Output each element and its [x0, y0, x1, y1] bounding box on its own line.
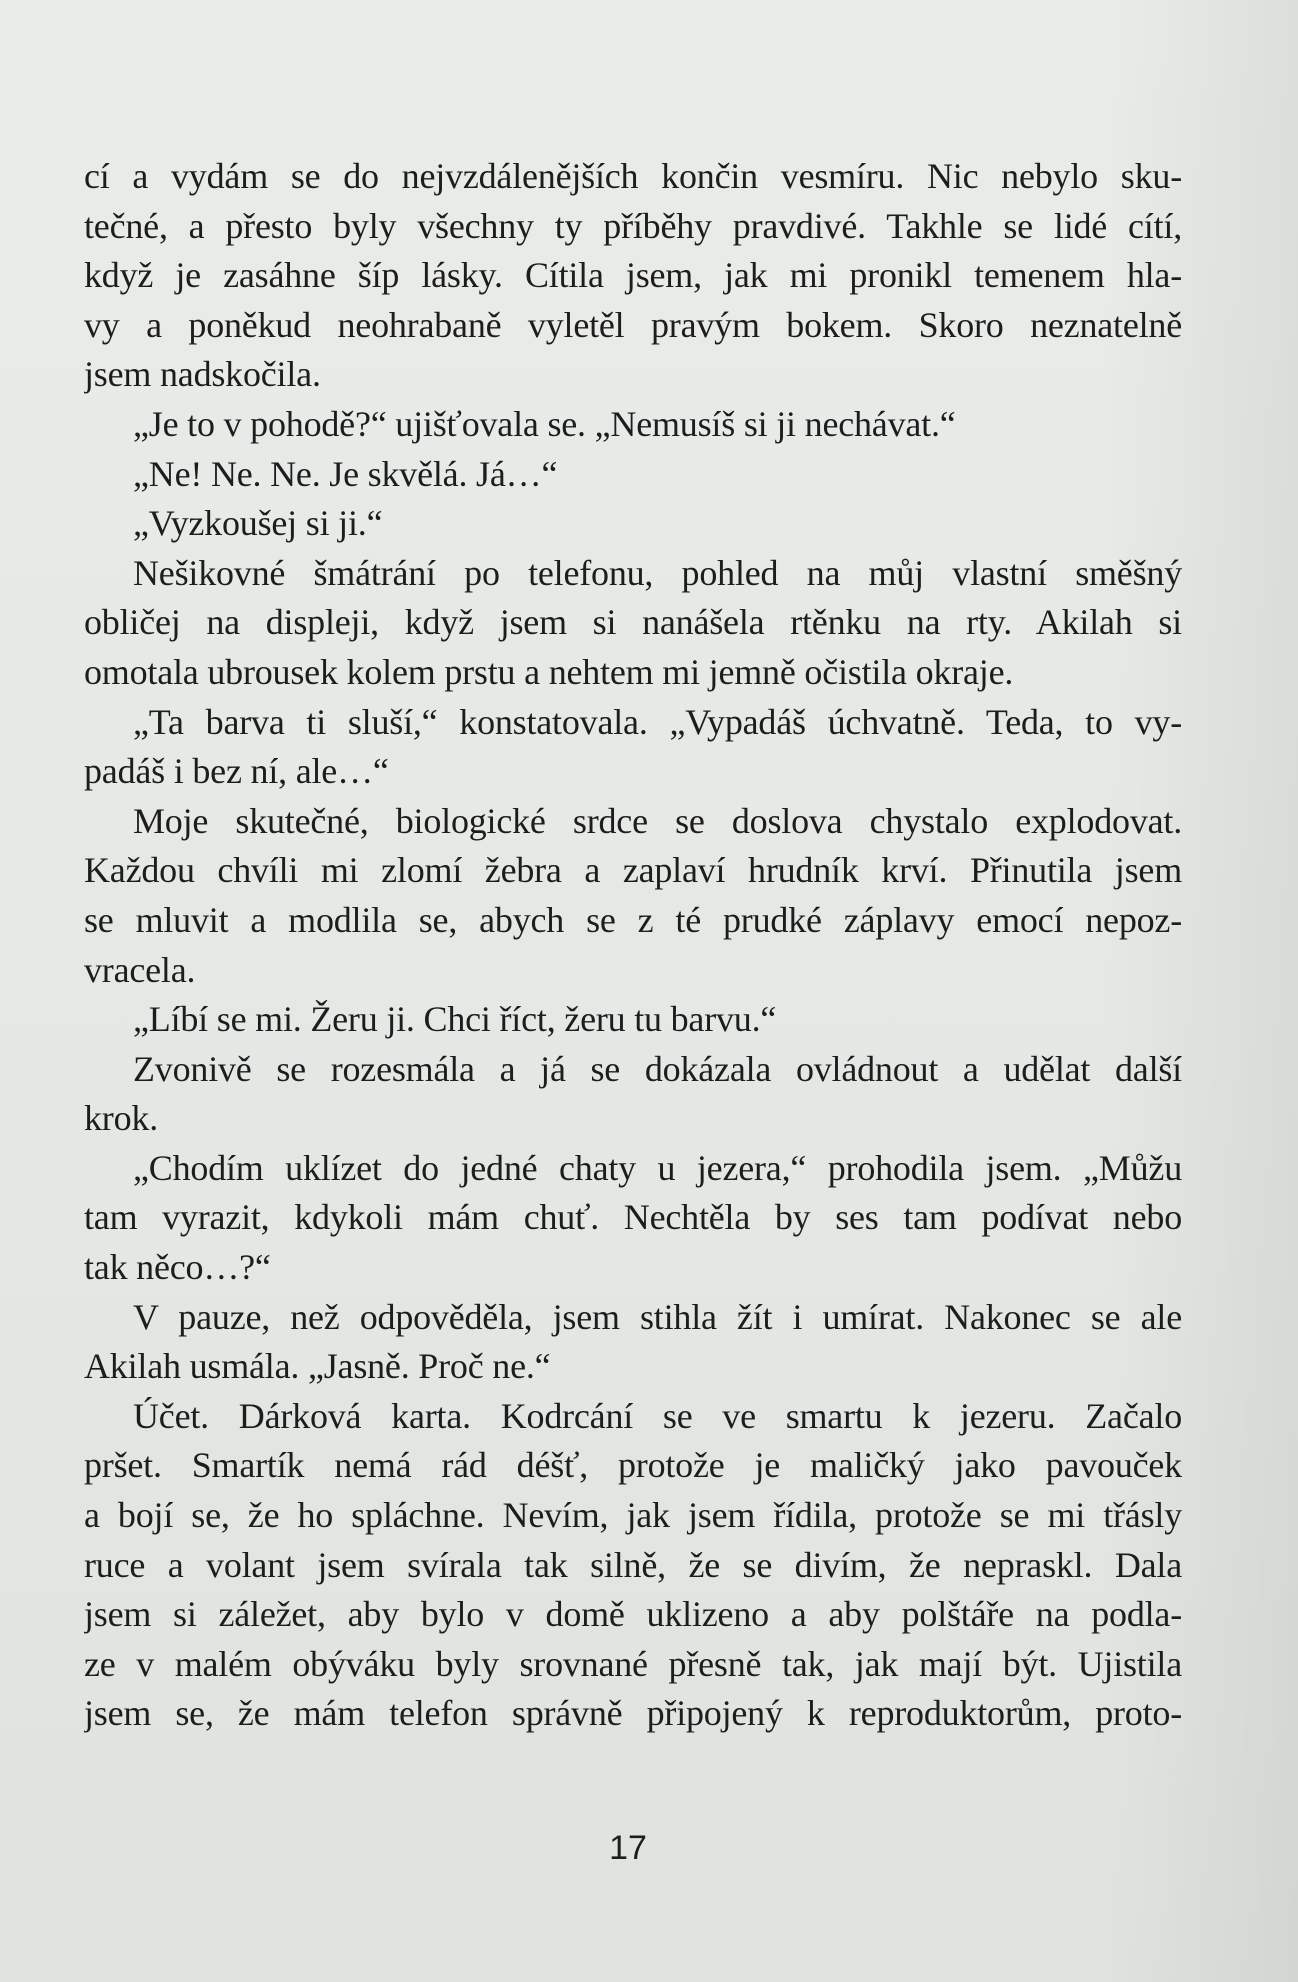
- body-text: [84, 152, 1182, 1739]
- text-line: cí a vydám se do nejvzdálenějších končin vesmíru. Nic nebylo sku-: [84, 156, 1182, 196]
- page-number: 17: [609, 1829, 647, 1867]
- text-line: ze v malém obýváku byly srovnané přesně tak, jak mají být. Ujistila: [84, 1643, 1182, 1684]
- text-line: Moje skutečné, biologické srdce se doslova chystalo explodovat.: [133, 800, 1182, 841]
- text-line: jsem nadskočila.: [84, 354, 321, 395]
- text-line: krok.: [84, 1098, 158, 1139]
- text-line: padáš i bez ní, ale…“: [84, 751, 389, 792]
- text-line: Nešikovné šmátrání po telefonu, pohled na můj vlastní směšný: [133, 552, 1182, 593]
- text-line: „Ta barva ti sluší,“ konstatovala. „Vypadáš úchvatně. Teda, to vy-: [133, 701, 1182, 742]
- text-line: vy a poněkud neohrabaně vyletěl pravým bokem. Skoro neznatelně: [84, 304, 1182, 345]
- text-line: jsem se, že mám telefon správně připojený k reproduktorům, proto-: [84, 1693, 1182, 1734]
- text-line: pršet. Smartík nemá rád déšť, protože je maličký jako pavouček: [84, 1445, 1182, 1486]
- text-line: tečné, a přesto byly všechny ty příběhy pravdivé. Takhle se lidé cítí,: [84, 205, 1182, 246]
- text-line: ruce a volant jsem svírala tak silně, že se divím, že nepraskl. Dala: [84, 1544, 1182, 1585]
- text-line: omotala ubrousek kolem prstu a nehtem mi jemně očistila okraje.: [84, 651, 1014, 692]
- text-line: obličej na displeji, když jsem si nanášela rtěnku na rty. Akilah si: [84, 602, 1182, 643]
- text-line: „Chodím uklízet do jedné chaty u jezera,“ prohodila jsem. „Můžu: [133, 1147, 1182, 1188]
- text-line: Každou chvíli mi zlomí žebra a zaplaví hrudník krví. Přinutila jsem: [84, 850, 1182, 891]
- text-line: Účet. Dárková karta. Kodrcání se ve smartu k jezeru. Začalo: [133, 1395, 1182, 1436]
- text-line: Zvonivě se rozesmála a já se dokázala ovládnout a udělat další: [133, 1048, 1182, 1089]
- text-line: vracela.: [84, 949, 196, 990]
- text-line: „Líbí se mi. Žeru ji. Chci říct, žeru tu barvu.“: [133, 999, 777, 1040]
- text-line: tam vyrazit, kdykoli mám chuť. Nechtěla by ses tam podívat nebo: [84, 1197, 1182, 1238]
- text-line: když je zasáhne šíp lásky. Cítila jsem, jak mi pronikl temenem hla-: [84, 255, 1182, 296]
- text-line: Akilah usmála. „Jasně. Proč ne.“: [84, 1346, 551, 1387]
- text-line: tak něco…?“: [84, 1247, 271, 1288]
- text-line: „Vyzkoušej si ji.“: [133, 503, 383, 544]
- text-line: se mluvit a modlila se, abych se z té prudké záplavy emocí nepoz-: [84, 899, 1182, 940]
- text-line: „Ne! Ne. Ne. Je skvělá. Já…“: [133, 453, 558, 494]
- text-line: V pauze, než odpověděla, jsem stihla žít i umírat. Nakonec se ale: [133, 1296, 1182, 1337]
- text-line: „Je to v pohodě?“ ujišťovala se. „Nemusíš si ji nechávat.“: [133, 403, 956, 444]
- text-line: a bojí se, že ho spláchne. Nevím, jak jsem řídila, protože se mi třásly: [84, 1495, 1182, 1536]
- text-line: jsem si záležet, aby bylo v domě uklizeno a aby polštáře na podla-: [84, 1594, 1182, 1635]
